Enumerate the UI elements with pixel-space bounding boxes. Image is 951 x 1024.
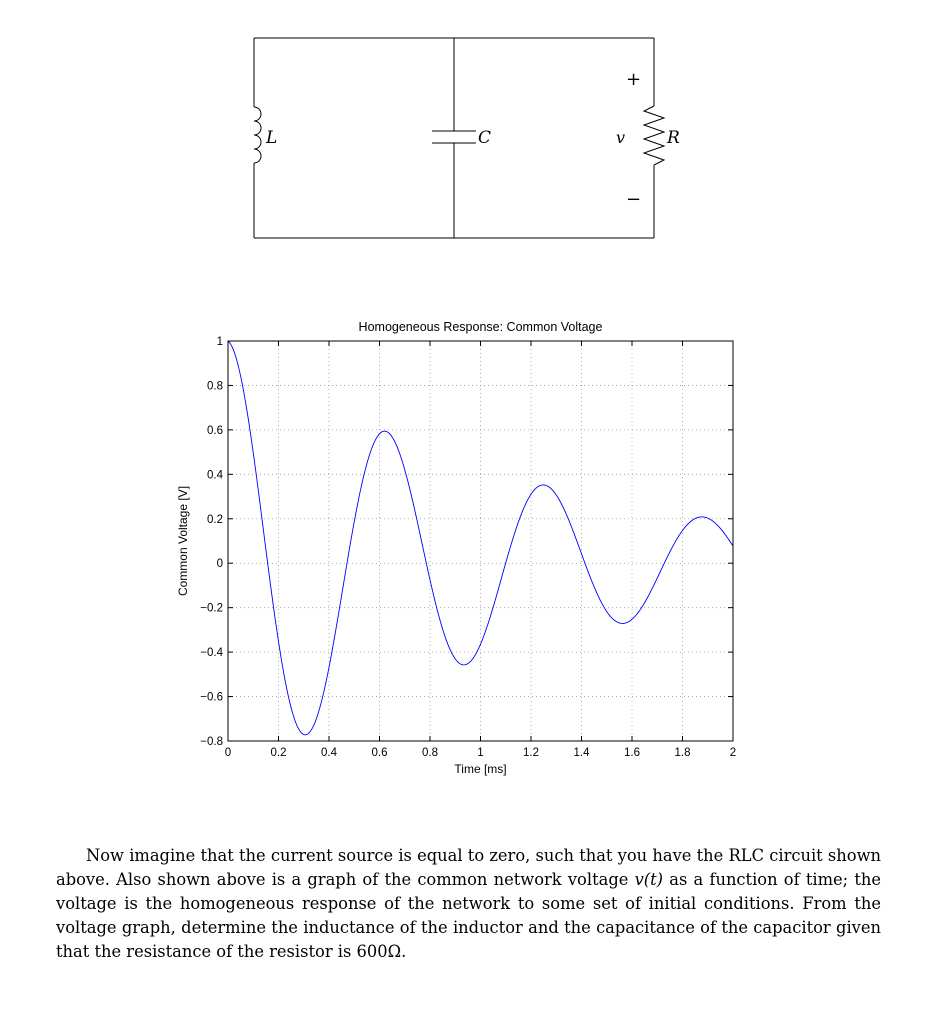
plus-sign: + bbox=[626, 69, 642, 90]
resistor-label: R bbox=[667, 128, 680, 148]
voltage-label: v bbox=[616, 128, 626, 147]
y-axis-label: Common Voltage [V] bbox=[176, 485, 190, 597]
inductor-label: L bbox=[266, 128, 278, 148]
rlc-circuit-diagram bbox=[0, 0, 951, 260]
x-tick-label: 1.4 bbox=[573, 747, 590, 759]
x-tick-label: 0.4 bbox=[321, 747, 337, 759]
inductor-symbol bbox=[254, 107, 261, 163]
problem-paragraph bbox=[56, 844, 881, 964]
x-axis-label: Time [ms] bbox=[454, 762, 507, 776]
capacitor-label: C bbox=[478, 128, 492, 148]
paragraph-text-3: . bbox=[401, 942, 407, 961]
y-tick-label: 0.6 bbox=[207, 424, 223, 437]
y-tick-label: 0.4 bbox=[207, 469, 223, 482]
minus-sign: − bbox=[626, 189, 642, 210]
y-tick-label: −0.2 bbox=[200, 602, 223, 615]
x-tick-label: 1.2 bbox=[523, 747, 539, 759]
x-tick-label: 0.2 bbox=[270, 747, 287, 759]
voltage-function: v(t) bbox=[634, 870, 664, 889]
x-tick-label: 0 bbox=[224, 747, 232, 759]
x-tick-label: 0.6 bbox=[371, 747, 388, 759]
x-tick-label: 0.8 bbox=[422, 747, 438, 759]
voltage-chart bbox=[0, 300, 951, 800]
y-tick-label: 0 bbox=[216, 558, 223, 571]
paragraph-text-1: Now imagine that the current source is equal to zero, such that you have the RLC circuit shown above. Also shown above is a graph of the common network voltage bbox=[56, 846, 881, 889]
y-tick-label: 0.8 bbox=[207, 380, 223, 393]
y-tick-label: −0.8 bbox=[200, 736, 223, 748]
x-tick-label: 2 bbox=[729, 747, 737, 759]
paragraph-text-2: as a function of time; the voltage is the homogeneous response of the network to some set of initial conditions. From the voltage graph, determine the inductance of the inductor and the capacitance of the capacitor given that the resistance of the resistor is bbox=[56, 870, 881, 961]
y-tick-label: 0.2 bbox=[207, 513, 223, 526]
y-tick-label: −0.6 bbox=[200, 691, 223, 704]
x-tick-label: 1.6 bbox=[624, 747, 640, 759]
y-tick-label: −0.4 bbox=[200, 647, 223, 660]
y-tick-label: 1 bbox=[216, 336, 223, 348]
resistor-symbol bbox=[644, 106, 664, 165]
x-tick-label: 1 bbox=[477, 747, 484, 759]
chart-title: Homogeneous Response: Common Voltage bbox=[358, 320, 603, 334]
x-tick-label: 1.8 bbox=[674, 747, 691, 759]
resistance-value: 600Ω bbox=[356, 942, 402, 961]
